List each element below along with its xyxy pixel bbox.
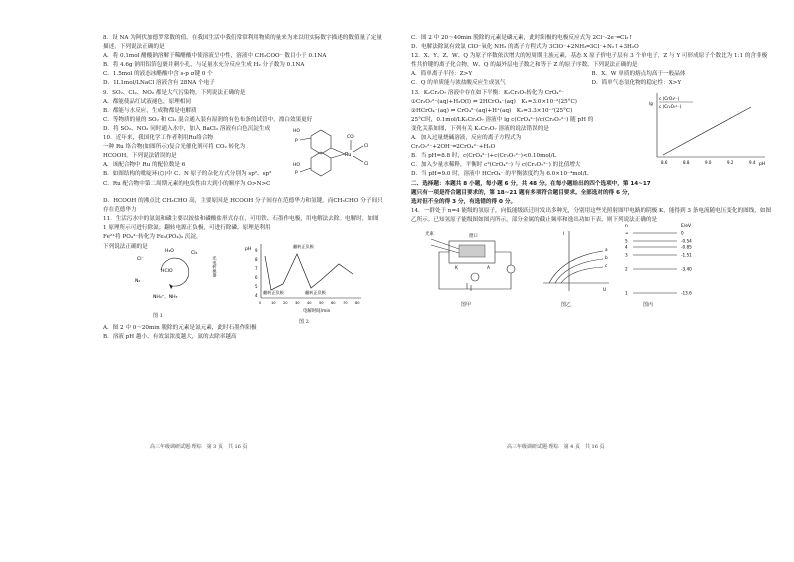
q11-option-d: D．电解法除氮有效氯 ClO⁻氧化 NH₃ 的离子方程式为 3ClO⁻+2NH₃═3Cl⁻+N₂↑+3H₂O <box>411 44 639 51</box>
fig1-cl2: Cl₂ <box>191 250 198 256</box>
q13-block <box>411 89 772 180</box>
graph13-x-tick: 9.0 <box>705 159 712 165</box>
fig2-xlabel: 电解时间/min <box>303 308 331 314</box>
fig-yi-curve-a <box>549 251 603 283</box>
fig2-ph-curve <box>265 254 353 290</box>
fig2-y-tick: 8 <box>255 256 258 262</box>
q8-option-d: D．1L1mol/LNaCl 溶液含有 28NA 个电子 <box>103 80 215 87</box>
fig-yi-label-a: a <box>605 246 608 252</box>
fig2-x-tick: 80 <box>355 300 360 305</box>
q13-text-1: 25°C时，0.1mol/LK₂Cr₂O₇ 溶液中 lg c(CrO₄²⁻)/c(Cr₂O₇²⁻) 随 pH 的 <box>411 116 594 123</box>
q13-eq2: ②HCrO₄⁻(aq) ⇌ CrO₄²⁻(aq)+H⁺(aq) K₂=3.3×10⁻⁷(25°C) <box>411 107 573 114</box>
q13-option-d: D．当 pH=9.0 时，溶液中 HCrO₄⁻ 的平衡浓度约为 6.0×10⁻⁴mol/L <box>411 171 589 178</box>
page-3-footer: 高三年级调研试题·理综 第 3 页 共 16 页 <box>150 444 248 450</box>
q12-option-c: C．Q 的单质能与浓盐酸反应生成氢气 <box>411 80 506 87</box>
graph13-line <box>663 107 751 155</box>
fig1-side-label: 光电转换器 <box>212 255 218 277</box>
fig2-y-tick: 9 <box>255 247 258 253</box>
q11-stem-2: Fe²⁺将 PO₄³⁻转化为 Fe₃(PO₄)₂ 沉淀。 <box>103 234 202 241</box>
q11-option-c: C．图 2 中 20～40min 脱除的元素是磷元素，此时阳极的电极反应式为 2Cl⁻-2e⁻═Cl₂↑ <box>411 35 634 41</box>
fig-bing-e-header: E/eV <box>681 223 691 229</box>
q11-option-a: A．图 2 中 0～20min 脱除的元素是氮元素，此时石墨作阳极 <box>103 324 257 331</box>
fig-yi-u-label: U <box>603 287 607 293</box>
fig-jia-k: K <box>455 265 458 271</box>
energy-level-n: 4 <box>625 244 628 250</box>
fig-bing-n-header: n <box>625 223 628 229</box>
svg-text:P: P <box>295 139 298 145</box>
fig-jia-light: 光束 <box>425 231 434 237</box>
section-2-line-3: 选对但不全的得 3 分，有选错的得 0 分。 <box>411 198 517 205</box>
section-2-line-1: 二、选择题：本题共 8 小题，每小题 6 分，共 48 分。在每小题给出的四个选项中，第 14~17 <box>411 180 651 187</box>
q12-option-b: B．X、W 单质的熔点均高于一般晶体 <box>591 71 686 78</box>
fig1-h2o: H₂O <box>165 248 174 254</box>
fig1-n2: N₂ <box>135 278 141 284</box>
fig1-hclo: HClO <box>161 268 173 274</box>
q11-stem-3: 下列说法正确的是 <box>103 243 148 250</box>
energy-level-n: 5 <box>625 238 628 244</box>
figure-1-cycle-diagram <box>131 242 227 308</box>
graph13-x-tick: 9.2 <box>727 159 734 165</box>
energy-level-value: -1.51 <box>681 252 692 258</box>
q12-stem: 12．X、Y、Z、W、Q 为原子序数依次增大的短周期主族元素，基态 X 原子价电子层有 3 个单电子，Z 与 Y 可形成原子个数比为 1:1 的含非极性共价键的离子化合物，W、Q 的最外层电子数之和等于 Z 的原子序数，下列说法正确的是 <box>411 53 768 69</box>
fig-jia-window: 窗口 <box>469 233 478 239</box>
fig2-label-bottom-right: 翻转正负极 <box>305 289 326 295</box>
svg-text:Cl: Cl <box>364 144 369 150</box>
graph13-ylabel-den: c (Cr₂O₇²⁻) <box>659 103 682 109</box>
figure-2-caption: 图 2 <box>299 318 309 325</box>
fig2-y-tick: 7 <box>255 265 258 271</box>
page-4-footer: 高三年级调研试题·理综 第 4 页 共 16 页 <box>507 444 605 450</box>
fig-jia-a: A <box>487 265 491 271</box>
fig2-x-tick: 10 <box>271 300 276 305</box>
q13-eq1: ①Cr₂O₇²⁻(aq)+H₂O(l) ⇌ 2HCrO₄⁻(aq) K₁=3.0×10⁻²(25°C) <box>411 98 577 105</box>
q10-stem-1: 10．近年来，我国化学工作者利用Ru络合物 <box>103 135 214 142</box>
q9-option-c: C．等物质的量的 SO₂ 和 Cl₂ 混合通入装有湿润的有色布条的试管中，漂白效果更好 <box>103 116 313 123</box>
ru-complex-structure <box>289 122 381 180</box>
fig2-y-tick: 5 <box>255 283 258 289</box>
q14-figures <box>411 225 772 307</box>
page-4 <box>397 0 794 562</box>
fig2-x-tick: 0 <box>259 300 262 305</box>
energy-level-n: 3 <box>625 252 628 258</box>
figure-yi-iu-curves <box>539 227 611 299</box>
fig2-label-bottom-left: 翻转正负极 <box>263 289 284 295</box>
energy-level-value: -3.40 <box>681 266 692 272</box>
q12-option-d: D．简单气态氢化物的稳定性：X>Y <box>591 80 682 87</box>
q10-option-d: D．HCOOH 的沸点比 CH₃CHO 高，主要原因是 HCOOH 分子间存在范德华力和氢键，而CH₃CHO 分子间只存在范德华力 <box>103 198 383 214</box>
figure-bing-energy-levels <box>623 219 713 301</box>
graph13-ylabel-num: c (CrO₄²⁻) <box>659 95 680 101</box>
svg-text:HO: HO <box>293 129 300 135</box>
fig2-x-tick: 20 <box>283 300 288 305</box>
svg-text:Ru: Ru <box>345 152 352 159</box>
fig2-x-tick: 60 <box>331 300 336 305</box>
energy-level-value: 0 <box>681 230 684 236</box>
q8-stem: 8．设 NA 为阿伏加德罗常数的值，在我国生活中我们常常利用物质的量来为来以用实际数字描述的数值量了定量描述，下列说法正确的是 <box>103 35 382 51</box>
figure-2-ph-chart <box>243 240 365 314</box>
fig-yi-label-b: b <box>605 254 608 260</box>
fig2-ylabel: pH <box>245 246 252 252</box>
q9-option-a: A．都能使品红试液褪色，原理相同 <box>103 98 191 105</box>
fig2-x-tick: 40 <box>307 300 312 305</box>
energy-level-n: 2 <box>625 266 628 272</box>
q10-option-a: A．该配合物中 Ru 的配位数是 6 <box>103 162 186 169</box>
fig2-x-tick: 30 <box>295 300 300 305</box>
graph13-x-tick: 8.6 <box>661 159 668 165</box>
q11-stem-1: 11．生活污水中的氨氮和磷主要以铵盐和磷酸盐形式存在，可用铁、石墨作电极，用电解法去除。电解时，如图 1 原理所示可进行除氮；翻转电源正负极，可进行除磷，原理是利用 <box>103 216 379 232</box>
svg-text:Cl: Cl <box>364 162 369 168</box>
section-2-line-2: 题只有一项是符合题目要求的，第 18~21 题有多项符合题目要求。全部选对的得 6 分， <box>411 189 634 196</box>
energy-level-value: -0.54 <box>681 238 692 244</box>
q13-option-c: C．加入少量水稀释，平衡时 c²(CrO₄²⁻) 与 c(Cr₂O₇²⁻) 的比值增大 <box>411 162 581 169</box>
q10-option-c: C．Ru 配合物中第二周期元素的电负性由大到小的顺序为 O>N>C <box>103 180 271 187</box>
energy-level-n: 1 <box>625 290 628 296</box>
q12-option-a: A．简单离子半径：Z>Y <box>411 71 473 78</box>
ammeter-icon <box>507 265 515 273</box>
q10-option-b: B．如图结构的吡啶环(⬡)中 C、N 原子的杂化方式分别为 sp²、sp³ <box>103 171 272 178</box>
svg-text:HO: HO <box>293 163 300 169</box>
graph13-x-tick: 8.8 <box>683 159 690 165</box>
svg-text:CO: CO <box>347 135 354 141</box>
q9-option-d: D．将 SO₂、NO₂ 同时通入水中，加入 BaCl₂ 溶液有白色沉淀生成 <box>103 125 271 132</box>
q10-stem-3: HCOOH。下列说法错误的是 <box>103 153 177 160</box>
energy-level-value: -0.85 <box>681 244 692 250</box>
q13-text-2: 变化关系如图，下列有关 K₂Cr₂O₇ 溶液的说法错误的是 <box>411 125 549 132</box>
graph13-ylabel-lg: lg <box>649 100 653 106</box>
q13-graph <box>647 89 773 169</box>
figure-yi-caption: 图乙 <box>561 301 572 308</box>
fig-yi-i-label: I <box>563 231 565 237</box>
q8-option-c: C．1.5mol 的液态冰醋酸中含 s-p σ键 0 个 <box>103 71 213 78</box>
fig-yi-curve-c <box>561 267 603 283</box>
fig1-nh4: NH₄⁺、NH₃ <box>153 294 178 300</box>
q10-stem-2: 一种 Ru 络合物(如图所示)复合光催化剂可将 CO₂ 转化为 <box>103 144 246 151</box>
q10-block <box>103 129 383 197</box>
figure-bing-caption: 图丙 <box>643 301 654 308</box>
fig2-y-tick: 4 <box>255 292 258 298</box>
graph13-x-tick: 9.4 <box>749 159 756 165</box>
q13-option-a: A．加入过量烧碱溶液，反应的离子方程式为 <box>411 135 522 142</box>
q13-option-a-eq: Cr₂O₇²⁻+2OH⁻═2CrO₄²⁻+H₂O <box>411 144 496 151</box>
voltmeter-icon <box>471 273 479 281</box>
energy-level-n: ∞ <box>625 230 629 236</box>
fig2-label-top: 翻转正负极 <box>293 243 314 249</box>
q13-stem: 13．K₂Cr₂O₇ 溶液中存在如下平衡：K₂Cr₂O₇转化为 CrO₄²⁻ <box>411 89 564 96</box>
energy-level-value: -13.6 <box>681 290 692 296</box>
figure-jia-caption: 图甲 <box>461 301 472 308</box>
graph13-xlabel: pH <box>759 161 766 167</box>
fig1-cl-ion: Cl⁻ <box>137 256 144 262</box>
figure-jia-circuit <box>423 227 533 299</box>
fig-yi-label-c: c <box>605 262 608 268</box>
page-3-text <box>0 34 397 342</box>
q13-option-b: B．当 pH=8.8 时，c(CrO₄²⁻)+c(Cr₂O₇²⁻)<0.10mol/L <box>411 153 557 160</box>
fig2-x-tick: 50 <box>319 300 324 305</box>
q8-option-b: B．将 4.6g 钠用铝箔包裹并刺小孔，与足量水充分反应生成 H₂ 分子数为 0.1NA <box>103 62 305 69</box>
fig2-x-tick: 70 <box>343 300 348 305</box>
q14-stem: 14．一群处于 n=4 能级的氢原子，向低能级跃迁时发出多种光，分别用这些光照射图甲电路的阴极 K，能得到 3 条电流随电压变化的图线，如图乙所示。已知氢原子能级图如图丙所示，部分金属的截止频率和逸出功如下表，则下列说法正确的是 <box>411 207 772 223</box>
svg-text:P: P <box>295 171 298 177</box>
q9-stem: 9．SO₂、Cl₂、NO₂ 都是大气污染物，下列说法正确的是 <box>103 89 246 96</box>
q9-option-b: B．都能与水反应，生成物都是电解质 <box>103 107 197 114</box>
figure-1-caption: 图 1 <box>153 312 163 319</box>
fig2-y-tick: 6 <box>255 274 258 280</box>
page-4-text <box>397 34 794 307</box>
q8-option-a: A．将 0.1mol 醋酸钠溶解于稀醋酸中使溶液呈中性，溶液中 CH₃COO⁻ 数目小于 0.1NA <box>103 53 327 60</box>
q11-option-b: B．溶液 pH 越小、有效氯浓度越大，氮的去除率越高 <box>103 333 237 340</box>
